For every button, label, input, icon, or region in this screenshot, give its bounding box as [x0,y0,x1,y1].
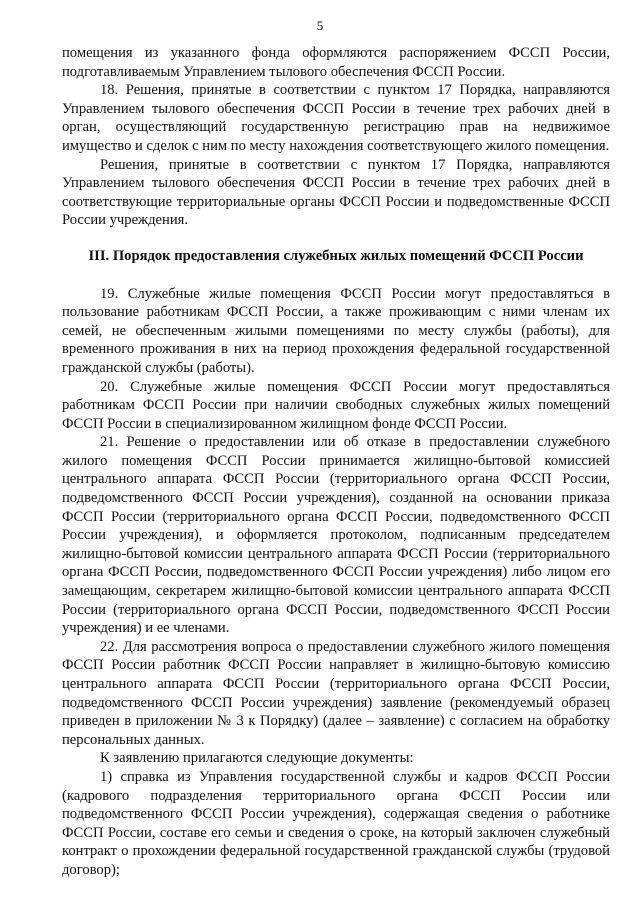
paragraph-18: 18. Решения, принятые в соответствии с пунктом 17 Порядка, направляются Управлением тылового обеспечения ФССП России в течение трех рабочих дней в орган, осуществляющий государственную регистрацию прав на недвижимое имущество и сделок с ним по месту нахождения соответствующего жилого помещения. [62,82,610,154]
document-body [62,44,610,880]
paragraph-item-1: 1) справка из Управления государственной службы и кадров ФССП России (кадрового подразделения территориального органа ФССП России или подведомственного ФССП России учреждения), содержащая сведения о работнике ФССП России, составе его семьи и сведения о сроке, на который заключен служебный контракт о прохождении федеральной государственной гражданской службы (трудовой договор); [62,768,610,878]
paragraph-19: 19. Служебные жилые помещения ФССП России могут предоставляться в пользование работникам ФССП России, а также проживающим с ними членам их семей, не обеспеченным жилыми помещениями по месту службы (работы), для временного проживания в них на период прохождения федеральной государственной гражданской службы (работы). [62,285,610,376]
paragraph-21: 21. Решение о предоставлении или об отказе в предоставлении служебного жилого помещения ФССП России принимается жилищно-бытовой комиссией центрального аппарата ФССП России (территориального органа ФССП России, подведомственного ФССП России учреждения), созданной на основании приказа ФССП России (территориального органа ФССП России, подведомственного ФССП России учреждения), и оформляется протоколом, подписанным председателем жилищно-бытовой комиссии центрального аппарата ФССП России (территориального органа ФССП России, подведомственного ФССП России учреждения) либо лицом его замещающим, секретарем жилищно-бытовой комиссии центрального аппарата ФССП России (территориального органа ФССП России, подведомственного ФССП России учреждения) и ее членами. [62,434,610,637]
paragraph-22: 22. Для рассмотрения вопроса о предоставлении служебного жилого помещения ФССП России работник ФССП России направляет в жилищно-бытовую комиссию центрального аппарата ФССП России (территориального органа ФССП России, подведомственного ФССП России учреждения) заявление (рекомендуемый образец приведен в приложении № 3 к Порядку) (далее – заявление) с согласием на обработку персональных данных. [62,638,610,748]
section-heading: III. Порядок предоставления служебных жилых помещений ФССП России [88,247,584,264]
page-number: 5 [316,18,324,33]
paragraph-decisions: Решения, принятые в соответствии с пунктом 17 Порядка, направляются Управлением тылового обеспечения ФССП России в течение трех рабочих дней в соответствующие территориальные органы ФССП России и подведомственные ФССП России учреждения. [62,156,610,229]
paragraph-attachments-intro: К заявлению прилагаются следующие документы: [100,750,414,767]
paragraph-20: 20. Служебные жилые помещения ФССП России могут предоставляться работникам ФССП России при наличии свободных служебных жилых помещений ФССП России в специализированном жилищном фонде ФССП России. [62,378,610,432]
paragraph-continuation: помещения из указанного фонда оформляются распоряжением ФССП России, подготавливаемым Управлением тылового обеспечения ФССП России. [62,45,610,80]
